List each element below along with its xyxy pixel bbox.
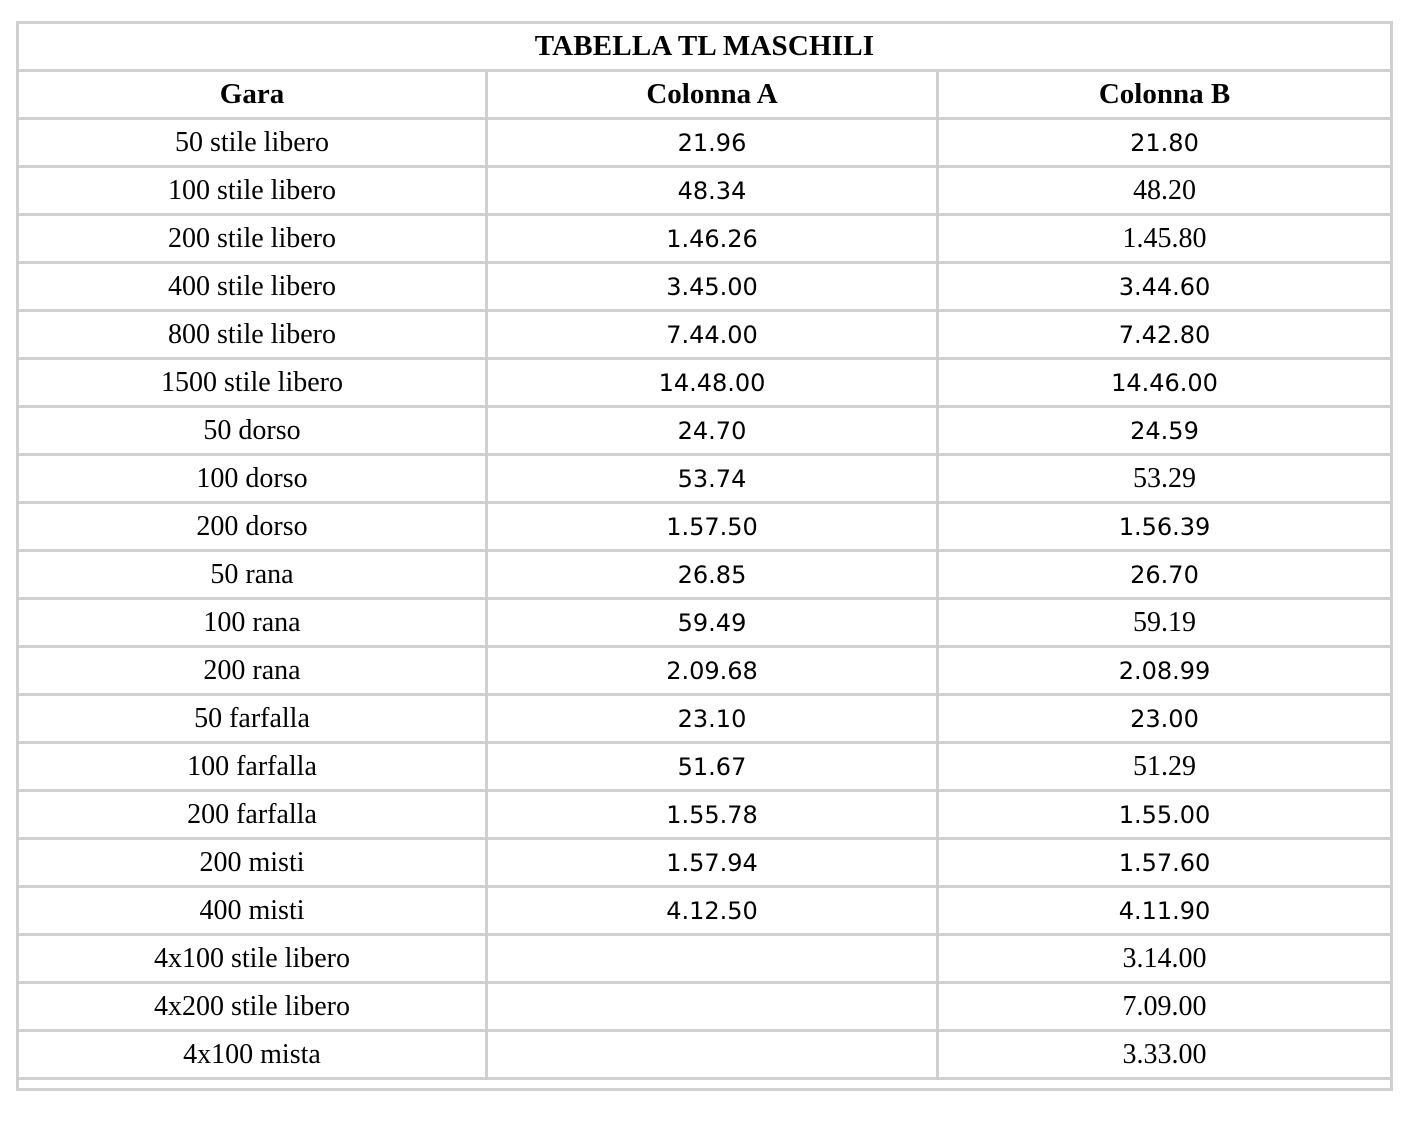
cell-colonna-b: 7.09.00 [938, 983, 1392, 1031]
header-colonna-b: Colonna B [938, 71, 1392, 119]
cell-gara: 100 farfalla [18, 743, 487, 791]
cell-colonna-b: 59.19 [938, 599, 1392, 647]
cell-colonna-b: 3.14.00 [938, 935, 1392, 983]
table-row [18, 647, 1392, 695]
table-row [18, 983, 1392, 1031]
cell-gara: 100 rana [18, 599, 487, 647]
cell-gara: 100 stile libero [18, 167, 487, 215]
cell-gara: 100 dorso [18, 455, 487, 503]
cell-colonna-b: 1.45.80 [938, 215, 1392, 263]
cell-colonna-b: 1.57.60 [938, 839, 1392, 887]
table-row [18, 407, 1392, 455]
cell-colonna-a: 1.46.26 [487, 215, 938, 263]
cell-colonna-a [487, 1031, 938, 1079]
cell-gara: 400 misti [18, 887, 487, 935]
cell-colonna-b: 24.59 [938, 407, 1392, 455]
cell-colonna-b: 23.00 [938, 695, 1392, 743]
cell-colonna-a [487, 935, 938, 983]
header-gara: Gara [18, 71, 487, 119]
table-row [18, 263, 1392, 311]
table-row [18, 839, 1392, 887]
cell-colonna-a [487, 983, 938, 1031]
results-table [16, 21, 1393, 1091]
table-row [18, 1031, 1392, 1079]
table-row [18, 119, 1392, 167]
cell-gara: 200 misti [18, 839, 487, 887]
cell-colonna-b: 53.29 [938, 455, 1392, 503]
cell-colonna-b: 2.08.99 [938, 647, 1392, 695]
cell-colonna-a: 1.57.94 [487, 839, 938, 887]
table-row [18, 215, 1392, 263]
cell-gara: 4x100 stile libero [18, 935, 487, 983]
table-body [18, 119, 1392, 1090]
cell-gara: 50 rana [18, 551, 487, 599]
cell-colonna-a: 4.12.50 [487, 887, 938, 935]
cell-gara: 50 farfalla [18, 695, 487, 743]
cell-colonna-a: 24.70 [487, 407, 938, 455]
cell-colonna-b: 1.56.39 [938, 503, 1392, 551]
cell-colonna-a: 7.44.00 [487, 311, 938, 359]
cell-colonna-a: 48.34 [487, 167, 938, 215]
table-row [18, 455, 1392, 503]
cell-colonna-a: 14.48.00 [487, 359, 938, 407]
cell-gara: 200 dorso [18, 503, 487, 551]
cell-colonna-b: 26.70 [938, 551, 1392, 599]
cell-gara: 1500 stile libero [18, 359, 487, 407]
table-row [18, 599, 1392, 647]
cell-gara: 50 dorso [18, 407, 487, 455]
cell-gara: 200 rana [18, 647, 487, 695]
cell-colonna-a: 26.85 [487, 551, 938, 599]
cell-gara: 200 farfalla [18, 791, 487, 839]
cell-gara: 800 stile libero [18, 311, 487, 359]
cell-colonna-a: 3.45.00 [487, 263, 938, 311]
cell-colonna-b: 21.80 [938, 119, 1392, 167]
cell-colonna-b: 3.33.00 [938, 1031, 1392, 1079]
cell-colonna-a: 21.96 [487, 119, 938, 167]
table-row [18, 359, 1392, 407]
cell-gara: 200 stile libero [18, 215, 487, 263]
table-row-partial [18, 1079, 1392, 1090]
cell-colonna-b: 7.42.80 [938, 311, 1392, 359]
table-row [18, 551, 1392, 599]
table-row [18, 695, 1392, 743]
table-row [18, 167, 1392, 215]
table-row [18, 503, 1392, 551]
cell-colonna-a: 59.49 [487, 599, 938, 647]
cell-colonna-b: 1.55.00 [938, 791, 1392, 839]
table-row [18, 791, 1392, 839]
header-row [18, 71, 1392, 119]
table-row [18, 311, 1392, 359]
cell-gara: 50 stile libero [18, 119, 487, 167]
table-row [18, 887, 1392, 935]
header-colonna-a: Colonna A [487, 71, 938, 119]
table-row [18, 743, 1392, 791]
cell-colonna-b: 3.44.60 [938, 263, 1392, 311]
cell-gara: 4x100 mista [18, 1031, 487, 1079]
cell-colonna-a: 2.09.68 [487, 647, 938, 695]
cell-partial [18, 1079, 1392, 1090]
cell-colonna-b: 4.11.90 [938, 887, 1392, 935]
cell-colonna-b: 51.29 [938, 743, 1392, 791]
cell-gara: 400 stile libero [18, 263, 487, 311]
title-row [18, 23, 1392, 71]
cell-colonna-b: 48.20 [938, 167, 1392, 215]
cell-colonna-a: 23.10 [487, 695, 938, 743]
cell-colonna-a: 1.57.50 [487, 503, 938, 551]
cell-gara: 4x200 stile libero [18, 983, 487, 1031]
table-title: TABELLA TL MASCHILI [18, 23, 1392, 71]
cell-colonna-a: 53.74 [487, 455, 938, 503]
cell-colonna-b: 14.46.00 [938, 359, 1392, 407]
table-row [18, 935, 1392, 983]
cell-colonna-a: 51.67 [487, 743, 938, 791]
cell-colonna-a: 1.55.78 [487, 791, 938, 839]
